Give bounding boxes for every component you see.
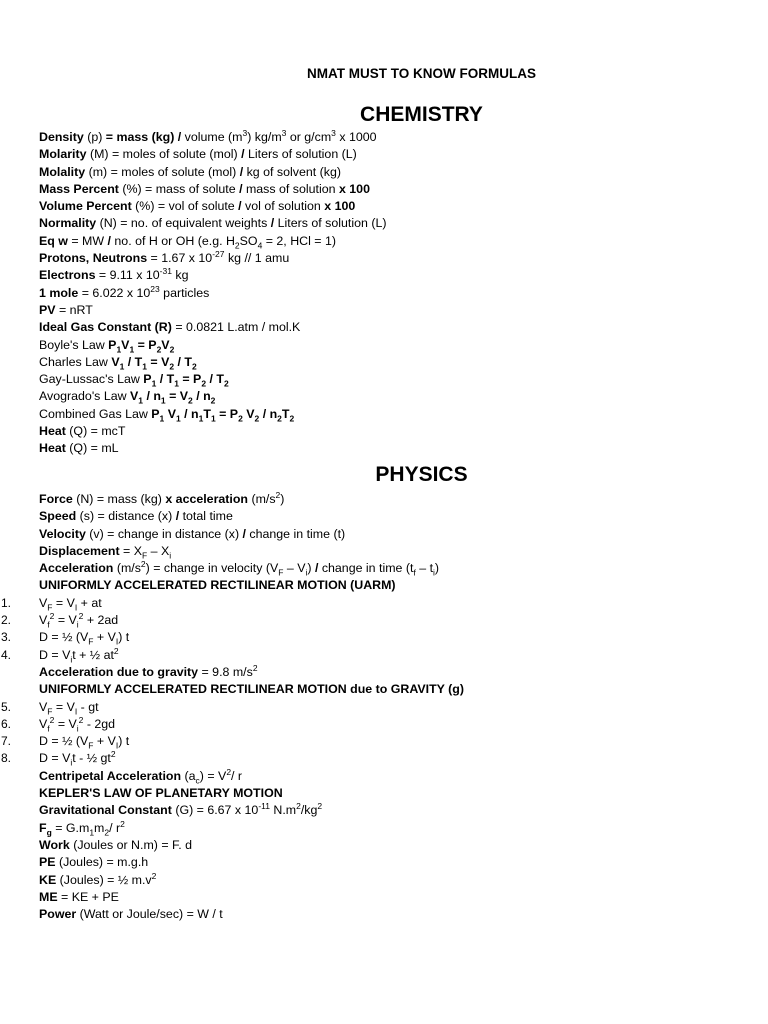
text-run: x 100 bbox=[324, 199, 356, 214]
subscript: I bbox=[115, 740, 119, 751]
text-run: (m/s bbox=[113, 561, 141, 576]
subscript: I bbox=[74, 706, 78, 717]
text-run: F bbox=[39, 820, 47, 835]
text-run: = P bbox=[215, 406, 239, 421]
subscript: 2 bbox=[156, 344, 162, 355]
text-run: (v) = change in distance (x) bbox=[85, 526, 243, 541]
text-run: = mass (kg) / bbox=[105, 130, 185, 144]
text-run: total time bbox=[179, 509, 233, 524]
superscript: 2 bbox=[296, 801, 301, 812]
text-run: Velocity bbox=[39, 526, 86, 541]
subscript: 1 bbox=[138, 395, 143, 406]
formula-line bbox=[0, 749, 464, 768]
text-run: V bbox=[39, 595, 48, 610]
subscript: 2 bbox=[234, 240, 240, 251]
subscript: 1 bbox=[198, 413, 204, 424]
superscript: -31 bbox=[159, 266, 172, 277]
text-run: Avogrado's Law bbox=[39, 389, 130, 404]
subscript: F bbox=[278, 567, 284, 578]
formula-line bbox=[39, 233, 386, 250]
formula-line bbox=[39, 250, 386, 267]
text-run: t + ½ at bbox=[72, 647, 114, 662]
superscript: 2 bbox=[78, 610, 84, 621]
formula-line bbox=[39, 854, 464, 871]
text-run: = 2, HCl = 1) bbox=[262, 233, 336, 248]
text-run: / bbox=[239, 164, 244, 179]
text-run: = 6.022 x 10 bbox=[78, 285, 151, 300]
subscript: i bbox=[76, 619, 79, 630]
superscript: 2 bbox=[151, 870, 157, 881]
text-run: (Q) = mL bbox=[65, 441, 119, 456]
text-run: Protons, Neutrons bbox=[39, 251, 148, 266]
superscript: -27 bbox=[212, 248, 225, 259]
text-run: Boyle's Law bbox=[39, 337, 109, 352]
formula-line bbox=[39, 198, 386, 215]
text-run: change in time (t bbox=[318, 561, 414, 576]
text-run: Acceleration bbox=[39, 561, 114, 576]
subscript: 2 bbox=[191, 361, 197, 372]
text-run: / bbox=[314, 561, 319, 576]
subscript: F bbox=[47, 602, 53, 613]
subscript: 2 bbox=[277, 413, 282, 424]
formula-line bbox=[39, 889, 464, 906]
text-run: ) = V bbox=[199, 768, 227, 783]
text-run: = X bbox=[119, 543, 142, 558]
formula-line bbox=[39, 406, 386, 423]
formula-line bbox=[39, 664, 464, 681]
text-run: - gt bbox=[77, 699, 99, 714]
superscript: -11 bbox=[258, 801, 270, 812]
text-run: (N) = mass (kg) bbox=[72, 492, 166, 506]
formula-line bbox=[39, 181, 386, 198]
list-number: 1. bbox=[0, 595, 11, 610]
text-run: = 0.0821 L.atm / mol.K bbox=[171, 320, 301, 335]
text-run: ) t bbox=[118, 630, 130, 645]
formula-line bbox=[39, 319, 386, 336]
text-run: (Watt or Joule/sec) = W / t bbox=[76, 907, 223, 922]
text-run: particles bbox=[159, 285, 210, 300]
subscript: 1 bbox=[129, 344, 135, 355]
text-run: ) kg/m bbox=[247, 130, 282, 144]
formula-line bbox=[39, 285, 386, 302]
text-run: / n bbox=[143, 389, 161, 404]
text-run: N.m bbox=[269, 803, 297, 818]
subscript: i bbox=[70, 757, 73, 768]
text-run: vol of solution bbox=[241, 199, 325, 214]
text-run: Power bbox=[39, 907, 77, 922]
text-run: V bbox=[39, 716, 48, 731]
formula-line bbox=[39, 768, 464, 785]
subscript: F bbox=[88, 740, 94, 751]
text-run: = V bbox=[54, 716, 77, 731]
subscript: c bbox=[195, 775, 200, 786]
superscript: 2 bbox=[49, 610, 55, 621]
text-run: ) bbox=[307, 561, 315, 576]
subscript: I bbox=[74, 602, 78, 613]
text-run: / bbox=[270, 216, 275, 231]
formula-line bbox=[39, 354, 386, 371]
subscript: 2 bbox=[223, 378, 229, 389]
text-run: Molality bbox=[39, 164, 86, 179]
formula-line bbox=[39, 423, 386, 440]
subscript: 2 bbox=[169, 361, 175, 372]
text-run: + V bbox=[93, 630, 116, 645]
subscript: 1 bbox=[119, 361, 125, 372]
list-number: 2. bbox=[0, 613, 11, 628]
formula-line bbox=[39, 337, 386, 354]
text-run: (Joules or N.m) = F. d bbox=[69, 837, 192, 852]
text-run: + 2ad bbox=[83, 613, 119, 628]
superscript: 2 bbox=[120, 818, 125, 829]
text-run: = V bbox=[146, 354, 170, 369]
subscript: F bbox=[47, 706, 53, 717]
subscript: 1 bbox=[175, 413, 181, 424]
text-run: Combined Gas Law bbox=[39, 406, 152, 421]
text-run: Acceleration due to gravity bbox=[39, 664, 199, 679]
text-run: = KE + PE bbox=[57, 889, 119, 904]
subscript: i bbox=[76, 723, 79, 734]
subscript: f bbox=[47, 619, 50, 630]
subscript: 2 bbox=[188, 395, 193, 406]
text-run: Normality bbox=[39, 216, 97, 231]
text-run: Heat bbox=[39, 441, 66, 456]
physics-formula-list bbox=[0, 489, 464, 923]
subscript: 2 bbox=[238, 413, 243, 424]
superscript: 2 bbox=[275, 489, 281, 500]
text-run: = 1.67 x 10 bbox=[147, 251, 213, 266]
text-run: ) t bbox=[118, 734, 130, 749]
formula-line bbox=[39, 164, 386, 181]
text-run: D = V bbox=[39, 751, 71, 766]
text-run: (Q) = mcT bbox=[65, 424, 126, 439]
text-run: Electrons bbox=[39, 268, 96, 283]
list-number: 4. bbox=[0, 647, 11, 662]
text-run: no. of H or OH (e.g. H bbox=[110, 233, 235, 248]
superscript: 2 bbox=[226, 766, 232, 777]
formula-line bbox=[0, 733, 464, 751]
formula-line bbox=[39, 302, 386, 319]
text-run: (G) = 6.67 x 10 bbox=[171, 803, 259, 818]
list-number: 8. bbox=[0, 751, 11, 766]
text-run: PE bbox=[39, 855, 56, 870]
text-run: P bbox=[151, 406, 160, 421]
list-number: 6. bbox=[0, 716, 11, 731]
text-run: /kg bbox=[300, 803, 318, 818]
text-run: Liters of solution (L) bbox=[244, 147, 357, 162]
subscript: 1 bbox=[151, 378, 157, 389]
text-run: T bbox=[203, 406, 211, 421]
formula-line bbox=[39, 802, 464, 819]
formula-line bbox=[0, 595, 464, 613]
text-run: t - ½ gt bbox=[72, 751, 111, 766]
text-run: UNIFORMLY ACCELERATED RECTILINEAR MOTION due to GRAVITY (g) bbox=[39, 682, 464, 697]
document-title: NMAT MUST TO KNOW FORMULAS bbox=[307, 66, 536, 81]
text-run: Work bbox=[39, 837, 70, 852]
formula-line bbox=[0, 629, 464, 647]
text-run: (M) = moles of solute (mol) bbox=[86, 147, 242, 162]
text-run: kg of solvent (kg) bbox=[243, 164, 341, 179]
formula-line bbox=[39, 543, 464, 560]
subscript: 2 bbox=[289, 413, 295, 424]
text-run: (%) = vol of solute bbox=[131, 199, 239, 214]
subscript: F bbox=[88, 636, 94, 647]
text-run: / T bbox=[206, 372, 224, 387]
formula-line bbox=[39, 560, 464, 577]
text-run: x 1000 bbox=[335, 130, 377, 144]
text-run: UNIFORMLY ACCELERATED RECTILINEAR MOTION (UARM) bbox=[39, 578, 396, 593]
text-run: kg // 1 amu bbox=[224, 251, 290, 266]
text-run: / bbox=[239, 181, 243, 196]
text-run: (a bbox=[181, 768, 196, 783]
subscript: i bbox=[169, 550, 172, 561]
superscript: 2 bbox=[113, 645, 119, 656]
text-run: V bbox=[130, 389, 139, 404]
text-run: = V bbox=[52, 595, 75, 610]
text-run: T bbox=[281, 406, 290, 421]
text-run: Ideal Gas Constant (R) bbox=[39, 320, 172, 335]
formula-line bbox=[0, 610, 464, 630]
text-run: = P bbox=[134, 337, 157, 352]
text-run: kg bbox=[171, 268, 189, 283]
text-run: Volume Percent bbox=[39, 199, 132, 214]
text-run: = MW bbox=[67, 233, 108, 248]
subscript: 2 bbox=[210, 395, 216, 406]
text-run: / n bbox=[180, 406, 199, 421]
text-run: = G.m bbox=[51, 820, 90, 835]
formula-line bbox=[39, 837, 464, 854]
formula-line bbox=[39, 508, 464, 525]
formula-line bbox=[39, 906, 464, 923]
list-number: 3. bbox=[0, 630, 11, 645]
text-run: Charles Law bbox=[39, 354, 112, 369]
text-run: – X bbox=[147, 543, 170, 558]
formula-line bbox=[39, 371, 386, 388]
subscript: 1 bbox=[210, 413, 216, 424]
text-run: – V bbox=[283, 561, 306, 576]
text-run: V bbox=[242, 406, 255, 421]
text-run: change in time (t) bbox=[245, 526, 346, 541]
text-run: Heat bbox=[39, 424, 66, 439]
formula-line bbox=[39, 820, 464, 837]
formula-line bbox=[0, 714, 464, 734]
formula-line bbox=[39, 526, 464, 543]
text-run: KE bbox=[39, 872, 57, 887]
superscript: 3 bbox=[242, 127, 248, 138]
text-run: P bbox=[108, 337, 117, 352]
text-run: Eq w bbox=[39, 233, 68, 248]
text-run: / bbox=[241, 147, 245, 162]
text-run: volume (m bbox=[184, 130, 243, 144]
text-run: Gay-Lussac's Law bbox=[39, 372, 144, 387]
text-run: / T bbox=[156, 372, 175, 387]
text-run: x acceleration bbox=[165, 492, 248, 506]
subscript: i bbox=[433, 567, 435, 578]
formula-line bbox=[39, 681, 464, 698]
formula-line bbox=[39, 491, 464, 508]
text-run: = V bbox=[52, 699, 75, 714]
text-run: D = V bbox=[39, 647, 71, 662]
subscript: 2 bbox=[254, 413, 260, 424]
text-run: ) bbox=[280, 492, 285, 506]
superscript: 2 bbox=[252, 662, 258, 673]
text-run: = V bbox=[54, 613, 77, 628]
subscript: 2 bbox=[169, 344, 175, 355]
text-run: x 100 bbox=[338, 181, 370, 196]
superscript: 3 bbox=[331, 127, 336, 138]
text-run: Mass Percent bbox=[39, 181, 119, 196]
formula-line bbox=[39, 146, 386, 163]
text-run: / T bbox=[124, 354, 143, 369]
text-run: (p) bbox=[83, 130, 106, 144]
text-run: m bbox=[94, 820, 105, 835]
formula-line bbox=[39, 440, 386, 457]
subscript: 1 bbox=[89, 827, 95, 838]
text-run: V bbox=[164, 406, 176, 421]
text-run: - 2gd bbox=[83, 716, 116, 731]
text-run: ) = change in velocity (V bbox=[145, 561, 279, 576]
subscript: 2 bbox=[201, 378, 207, 389]
text-run: (Joules) = m.g.h bbox=[55, 855, 149, 870]
text-run: V bbox=[111, 354, 120, 369]
formula-line bbox=[39, 215, 386, 232]
text-run: / T bbox=[174, 354, 192, 369]
text-run: mass of solution bbox=[242, 181, 339, 196]
text-run: Liters of solution (L) bbox=[274, 216, 387, 231]
formula-line bbox=[39, 577, 464, 594]
formula-line bbox=[0, 645, 464, 665]
text-run: / bbox=[107, 233, 111, 248]
superscript: 3 bbox=[281, 127, 287, 138]
text-run: Molarity bbox=[39, 147, 87, 162]
subscript: 1 bbox=[116, 344, 122, 355]
superscript: 2 bbox=[317, 801, 323, 812]
formula-line bbox=[39, 129, 386, 146]
text-run: ME bbox=[39, 889, 58, 904]
formula-line bbox=[0, 699, 464, 717]
subscript: i bbox=[70, 654, 73, 665]
formula-line bbox=[39, 267, 386, 284]
text-run: KEPLER'S LAW OF PLANETARY MOTION bbox=[39, 786, 283, 801]
superscript: 2 bbox=[78, 714, 84, 725]
superscript: 23 bbox=[150, 283, 160, 294]
text-run: (s) = distance (x) bbox=[76, 509, 176, 524]
text-run: / n bbox=[259, 406, 278, 421]
formula-line bbox=[39, 872, 464, 889]
formula-line bbox=[39, 785, 464, 802]
text-run: or g/cm bbox=[286, 130, 332, 144]
text-run: Centripetal Acceleration bbox=[39, 768, 182, 783]
text-run: D = ½ (V bbox=[39, 630, 89, 645]
text-run: / bbox=[175, 509, 180, 524]
text-run: (N) = no. of equivalent weights bbox=[96, 216, 271, 231]
text-run: = V bbox=[165, 389, 189, 404]
text-run: D = ½ (V bbox=[39, 734, 89, 749]
text-run: / r bbox=[231, 768, 243, 783]
list-number: 5. bbox=[0, 699, 11, 714]
text-run: – t bbox=[415, 561, 434, 576]
text-run: (Joules) = ½ m.v bbox=[56, 872, 152, 887]
text-run: ) bbox=[434, 561, 440, 576]
text-run: V bbox=[161, 337, 170, 352]
text-run: V bbox=[121, 337, 130, 352]
text-run: = 9.11 x 10 bbox=[95, 268, 160, 283]
text-run: Speed bbox=[39, 509, 77, 524]
subscript: 1 bbox=[159, 413, 165, 424]
formula-line bbox=[39, 388, 386, 405]
text-run: / r bbox=[109, 820, 121, 835]
text-run: V bbox=[39, 699, 48, 714]
text-run: + at bbox=[77, 595, 102, 610]
superscript: 2 bbox=[110, 749, 116, 760]
text-run: Density bbox=[39, 130, 84, 144]
superscript: 2 bbox=[49, 714, 55, 725]
subscript: 1 bbox=[160, 395, 166, 406]
subscript: I bbox=[115, 636, 119, 647]
text-run: Displacement bbox=[39, 543, 120, 558]
text-run: = P bbox=[178, 372, 202, 387]
subscript: f bbox=[413, 567, 416, 578]
subscript: i bbox=[305, 567, 308, 578]
text-run: Force bbox=[39, 492, 73, 506]
text-run: 1 mole bbox=[39, 285, 79, 300]
text-run: / bbox=[238, 199, 242, 214]
text-run: (m) = moles of solute (mol) bbox=[85, 164, 240, 179]
text-run: P bbox=[143, 372, 152, 387]
text-run: SO bbox=[239, 233, 258, 248]
chemistry-formula-list bbox=[39, 129, 386, 458]
text-run: + V bbox=[93, 734, 116, 749]
list-number: 7. bbox=[0, 734, 11, 749]
physics-heading: PHYSICS bbox=[375, 463, 468, 486]
text-run: = nRT bbox=[55, 302, 93, 317]
text-run: / n bbox=[192, 389, 211, 404]
text-run: / bbox=[242, 526, 246, 541]
subscript: 2 bbox=[104, 827, 110, 838]
subscript: g bbox=[46, 827, 52, 838]
text-run: V bbox=[39, 613, 48, 628]
text-run: (%) = mass of solute bbox=[118, 181, 240, 196]
superscript: 2 bbox=[140, 559, 146, 570]
text-run: (m/s bbox=[248, 492, 276, 506]
subscript: F bbox=[141, 550, 148, 561]
subscript: f bbox=[47, 723, 50, 734]
chemistry-heading: CHEMISTRY bbox=[360, 103, 483, 126]
subscript: 1 bbox=[142, 361, 147, 372]
subscript: 4 bbox=[257, 240, 263, 251]
text-run: Gravitational Constant bbox=[39, 803, 172, 818]
subscript: 1 bbox=[174, 378, 179, 389]
text-run: = 9.8 m/s bbox=[198, 664, 253, 679]
text-run: PV bbox=[39, 302, 56, 317]
